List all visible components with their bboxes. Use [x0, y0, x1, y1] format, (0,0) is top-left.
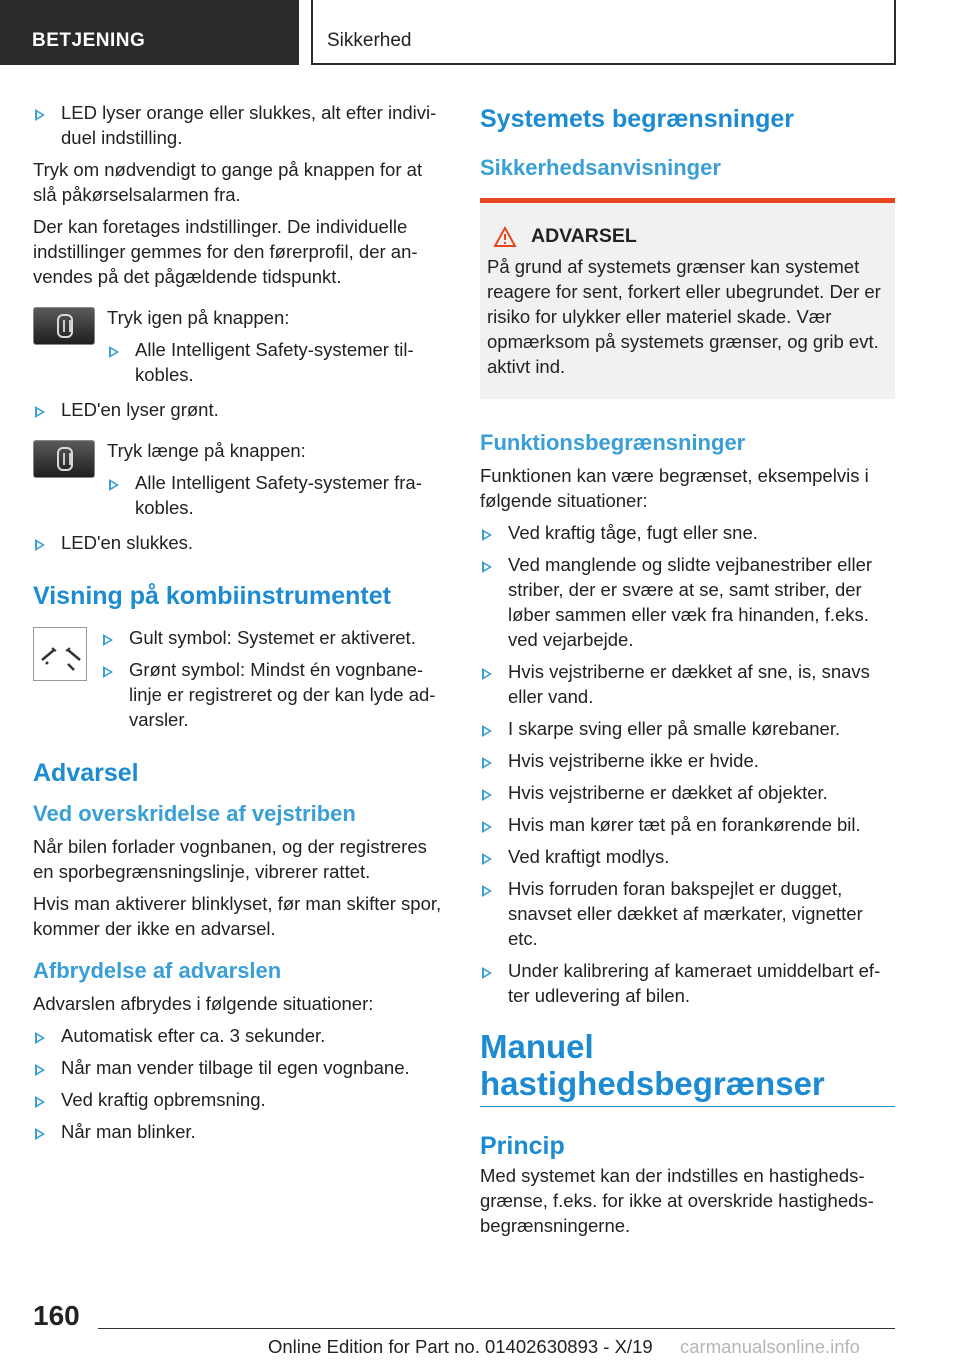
list-item: Hvis forruden foran bakspejlet er dugget, snavset eller dækket af mærkater, vignetter etc. — [480, 876, 895, 951]
bullet-triangle-icon — [35, 109, 45, 121]
list-item: Hvis vejstriberne ikke er hvide. — [480, 748, 895, 773]
lane-departure-icon — [33, 627, 87, 681]
list-item: Alle Intelligent Safety-systemer til-kobles. — [107, 337, 443, 387]
left-column — [33, 100, 443, 1151]
bullet-triangle-icon — [35, 1064, 45, 1076]
bullet-triangle-icon — [35, 1096, 45, 1108]
list-item: Under kalibrering af kameraet umiddelbart ef-ter udlevering af bilen. — [480, 958, 895, 1008]
bullet-triangle-icon — [482, 885, 492, 897]
bullet-triangle-icon — [35, 539, 45, 551]
bullet-triangle-icon — [482, 757, 492, 769]
bullet-triangle-icon — [482, 853, 492, 865]
bullet-triangle-icon — [482, 561, 492, 573]
bullet-triangle-icon — [109, 479, 119, 491]
bullet-triangle-icon — [35, 1032, 45, 1044]
watermark: carmanualsonline.info — [680, 1336, 860, 1357]
safety-button-icon — [33, 440, 95, 478]
symbol-row — [33, 625, 443, 732]
bullet-triangle-icon — [482, 529, 492, 541]
paragraph: Med systemet kan der indstilles en hastigheds-grænse, f.eks. for ikke at overskride hastigheds-begrænsningerne. — [480, 1165, 874, 1236]
bullet-triangle-icon — [482, 967, 492, 979]
paragraph: Tryk om nødvendigt to gange på knappen for at slå påkørselsalarmen fra. — [33, 159, 423, 205]
heading-afbrydelse: Afbrydelse af advarslen — [33, 958, 282, 983]
header-section: BETJENING — [0, 0, 299, 65]
bullet-triangle-icon — [482, 789, 492, 801]
button-instruction: Tryk igen på knappen: Alle Intelligent Safety-systemer til-kobles. — [33, 305, 443, 387]
paragraph: Der kan foretages indstillinger. De individuelle indstillinger gemmes for den førerprofil, der an-vendes på det pågældende tidspunkt. — [33, 216, 418, 287]
button-instruction: Tryk længe på knappen: Alle Intelligent Safety-systemer fra-kobles. — [33, 438, 443, 520]
list-item: Hvis vejstriberne er dækket af objekter. — [480, 780, 895, 805]
chapter-heading — [480, 1028, 895, 1107]
footer-divider — [98, 1328, 895, 1329]
list-item: Ved kraftig opbremsning. — [33, 1087, 443, 1112]
heading-visning: Visning på kombiinstrumentet — [33, 582, 391, 610]
list-item: LED'en lyser grønt. — [33, 397, 443, 422]
heading-funktion: Funktionsbegrænsninger — [480, 430, 746, 455]
list-item: Når man blinker. — [33, 1119, 443, 1144]
bullet-triangle-icon — [482, 668, 492, 680]
list-item: Ved kraftigt modlys. — [480, 844, 895, 869]
heading-hastighed: hastighedsbegrænser — [480, 1065, 825, 1102]
list-item: Alle Intelligent Safety-systemer fra-kobles. — [107, 470, 443, 520]
warning-title: ADVARSEL — [487, 225, 887, 248]
list-item: Når man vender tilbage til egen vognbane. — [33, 1055, 443, 1080]
heading-princip: Princip — [480, 1132, 565, 1160]
bullet-triangle-icon — [109, 346, 119, 358]
list-item: Hvis man kører tæt på en forankørende bil. — [480, 812, 895, 837]
warning-box — [480, 198, 895, 399]
header-chapter: Sikkerhed — [311, 0, 896, 65]
list-item: Grønt symbol: Mindst én vognbane-linje er registreret og der kan lyde ad-varsler. — [101, 657, 443, 732]
paragraph: Advarslen afbrydes i følgende situationer: — [33, 993, 374, 1014]
bullet-triangle-icon — [35, 406, 45, 418]
list-item: LED'en slukkes. — [33, 530, 443, 555]
bullet-triangle-icon — [35, 1128, 45, 1140]
list-item: Ved manglende og slidte vejbanestriber eller striber, der er svære at se, samt striber, der løber sammen eller væk fra hinanden, f.eks. ved vejarbejde. — [480, 552, 895, 652]
list-item: Hvis vejstriberne er dækket af sne, is, snavs eller vand. — [480, 659, 895, 709]
list-item: Automatisk efter ca. 3 sekunder. — [33, 1023, 443, 1048]
heading-sikkerhed: Sikkerhedsanvisninger — [480, 155, 721, 180]
heading-systemets: Systemets begrænsninger — [480, 105, 794, 133]
bullet-triangle-icon — [482, 821, 492, 833]
bullet-triangle-icon — [103, 666, 113, 678]
paragraph: Hvis man aktiverer blinklyset, før man skifter spor, kommer der ikke en advarsel. — [33, 893, 442, 939]
footer-edition: Online Edition for Part no. 01402630893 - X/19 — [268, 1336, 653, 1357]
paragraph: Når bilen forlader vognbanen, og der registreres en sporbegrænsningslinje, vibrerer rattet. — [33, 836, 427, 882]
list-item: Ved kraftig tåge, fugt eller sne. — [480, 520, 895, 545]
bullet-triangle-icon — [103, 634, 113, 646]
warning-text: På grund af systemets grænser kan systemet reagere for sent, forkert eller ubegrundet. Der er risiko for ulykker eller materiel skade. Vær opmærksom på systemets grænser, og grib evt. aktivt ind. — [487, 256, 881, 377]
list-item: Gult symbol: Systemet er aktiveret. — [101, 625, 443, 650]
warning-triangle-icon — [493, 226, 517, 248]
heading-manuel: Manuel — [480, 1028, 594, 1065]
page-number: 160 — [33, 1300, 80, 1331]
list-item: LED lyser orange eller slukkes, alt efter indivi-duel indstilling. — [33, 100, 443, 150]
paragraph: Funktionen kan være begrænset, eksempelvis i følgende situationer: — [480, 465, 869, 511]
safety-button-icon — [33, 307, 95, 345]
right-column — [480, 100, 895, 1245]
list-item: I skarpe sving eller på smalle kørebaner. — [480, 716, 895, 741]
heading-ved-overskridelse: Ved overskridelse af vejstriben — [33, 801, 356, 826]
bullet-triangle-icon — [482, 725, 492, 737]
heading-advarsel: Advarsel — [33, 759, 139, 787]
